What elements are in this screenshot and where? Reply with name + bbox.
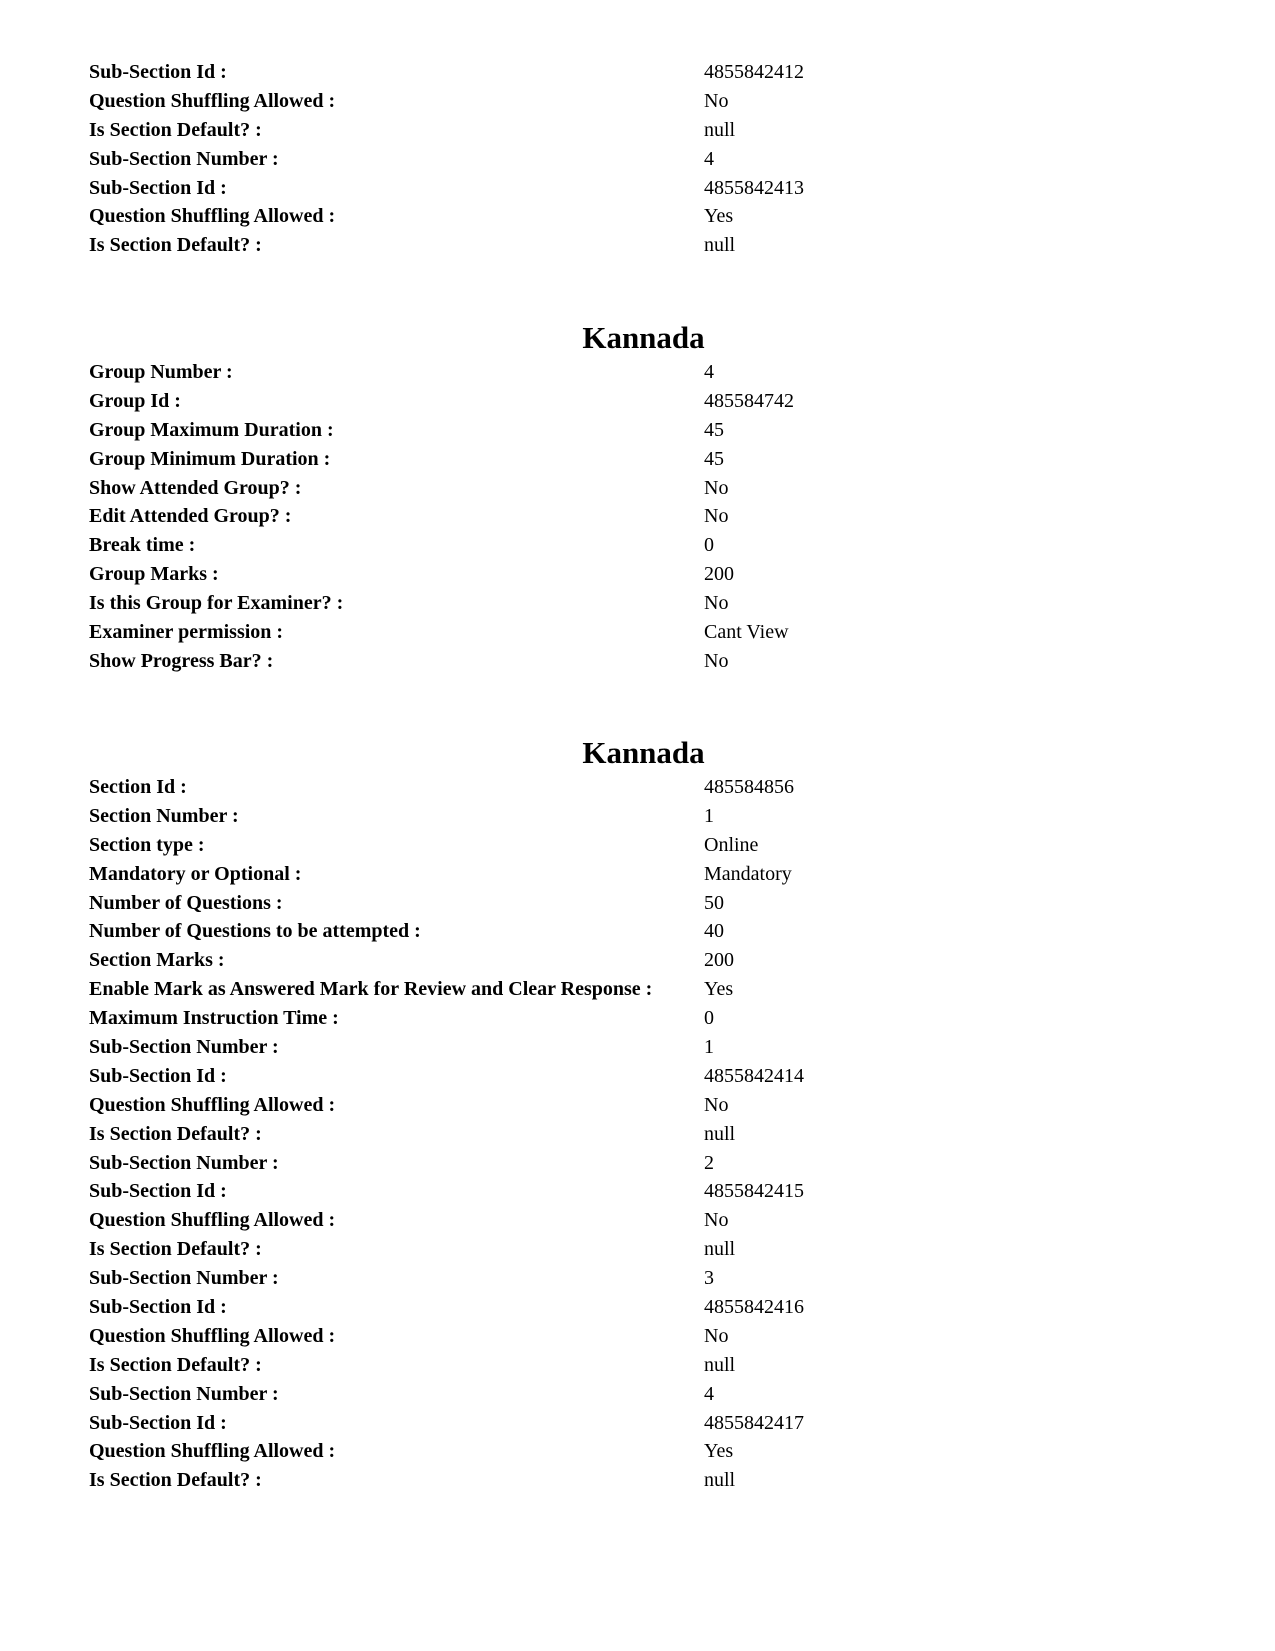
field-row [0,231,1275,260]
field-label: Enable Mark as Answered Mark for Review and Clear Response : [89,978,653,1001]
field-label: Group Id : [89,389,181,412]
field-row [0,1351,1275,1380]
field-row [0,647,1275,676]
field-row [0,1004,1275,1033]
field-value: 4 [704,1382,714,1405]
field-row [0,917,1275,946]
field-label: Question Shuffling Allowed : [89,205,336,228]
field-row [0,1466,1275,1495]
field-label: Sub-Section Id : [89,176,227,199]
field-label: Section type : [89,833,205,856]
field-label: Is this Group for Examiner? : [89,592,344,615]
field-row [0,860,1275,889]
field-label: Sub-Section Id : [89,61,227,83]
field-value: 4 [704,147,714,170]
field-row [0,1264,1275,1293]
field-label: Is Section Default? : [89,1353,262,1376]
field-row [0,116,1275,145]
field-label: Question Shuffling Allowed : [89,1209,336,1232]
field-value: 4 [704,361,714,383]
field-value: Yes [704,1440,734,1463]
field-label: Section Marks : [89,949,225,972]
field-label: Sub-Section Number : [89,1382,279,1405]
field-label: Is Section Default? : [89,1122,262,1145]
field-value: null [704,118,736,141]
subsection-list-top [0,58,1275,260]
field-label: Mandatory or Optional : [89,862,302,885]
section-heading: Kannada [582,735,705,770]
field-row [0,1322,1275,1351]
field-row [0,1409,1275,1438]
field-row [0,831,1275,860]
field-value: 200 [704,563,734,586]
field-row [0,773,1275,802]
field-value: 4855842415 [704,1180,804,1203]
field-value: No [704,505,729,528]
field-label: Break time : [89,534,196,557]
field-value: 4855842416 [704,1296,804,1319]
field-value: Yes [704,205,734,228]
field-value: 0 [704,1007,714,1030]
field-row [0,416,1275,445]
field-row [0,560,1275,589]
field-label: Number of Questions : [89,891,283,914]
field-label: Is Section Default? : [89,1469,262,1492]
field-row [0,174,1275,203]
field-value: null [704,1238,736,1261]
field-label: Question Shuffling Allowed : [89,89,336,112]
field-row [0,589,1275,618]
field-value: 1 [704,1036,714,1059]
field-value: 1 [704,804,714,827]
field-value: No [704,476,729,499]
field-row [0,618,1275,647]
field-value: No [704,1093,729,1116]
field-row [0,802,1275,831]
field-row [0,946,1275,975]
field-value: 4855842413 [704,176,804,199]
field-label: Question Shuffling Allowed : [89,1324,336,1347]
group-heading: Kannada [582,320,705,355]
field-value: No [704,649,729,672]
field-value: 45 [704,447,724,470]
field-label: Show Attended Group? : [89,476,302,499]
field-row [0,58,1275,87]
field-label: Sub-Section Number : [89,147,279,170]
field-label: Group Number : [89,361,233,383]
field-row [0,1437,1275,1466]
field-row [0,1235,1275,1264]
field-value: null [704,1122,736,1145]
field-value: 200 [704,949,734,972]
field-value: null [704,1469,736,1492]
field-row [0,1206,1275,1235]
field-label: Sub-Section Id : [89,1064,227,1087]
field-label: Maximum Instruction Time : [89,1007,339,1030]
field-row [0,531,1275,560]
field-label: Edit Attended Group? : [89,505,292,528]
field-value: 485584856 [704,776,794,798]
field-label: Section Id : [89,776,187,798]
field-row [0,1380,1275,1409]
section-details [0,773,1275,1495]
field-value: Cant View [704,621,789,644]
field-row [0,1177,1275,1206]
field-label: Sub-Section Number : [89,1151,279,1174]
field-label: Show Progress Bar? : [89,649,274,672]
field-label: Is Section Default? : [89,118,262,141]
field-row [0,445,1275,474]
field-row [0,1033,1275,1062]
field-value: 50 [704,891,724,914]
field-value: 485584742 [704,389,794,412]
field-value: 2 [704,1151,714,1174]
field-row [0,145,1275,174]
field-value: null [704,1353,736,1376]
field-row [0,1293,1275,1322]
field-label: Group Marks : [89,563,219,586]
field-value: No [704,1324,729,1347]
field-label: Sub-Section Number : [89,1267,279,1290]
field-row [0,1120,1275,1149]
field-value: No [704,1209,729,1232]
field-row [0,889,1275,918]
field-value: null [704,234,736,257]
field-label: Is Section Default? : [89,1238,262,1261]
field-label: Sub-Section Id : [89,1296,227,1319]
field-value: 4855842412 [704,61,804,83]
field-label: Is Section Default? : [89,234,262,257]
field-value: 40 [704,920,724,943]
field-row [0,474,1275,503]
field-label: Sub-Section Id : [89,1180,227,1203]
field-label: Sub-Section Number : [89,1036,279,1059]
field-value: 0 [704,534,714,557]
field-label: Group Maximum Duration : [89,418,334,441]
field-value: 3 [704,1267,714,1290]
field-value: No [704,592,729,615]
field-row [0,1149,1275,1178]
field-row [0,502,1275,531]
field-value: 45 [704,418,724,441]
field-label: Section Number : [89,804,239,827]
field-row [0,358,1275,387]
field-label: Question Shuffling Allowed : [89,1093,336,1116]
field-row [0,1062,1275,1091]
field-row [0,975,1275,1004]
field-value: 4855842414 [704,1064,804,1087]
field-row [0,1091,1275,1120]
field-label: Group Minimum Duration : [89,447,331,470]
group-details [0,358,1275,676]
field-row [0,87,1275,116]
field-value: Yes [704,978,734,1001]
field-label: Sub-Section Id : [89,1411,227,1434]
field-label: Number of Questions to be attempted : [89,920,421,943]
field-label: Question Shuffling Allowed : [89,1440,336,1463]
field-value: No [704,89,729,112]
field-value: Online [704,833,759,856]
field-label: Examiner permission : [89,621,284,644]
field-row [0,202,1275,231]
field-value: Mandatory [704,862,792,885]
field-row [0,387,1275,416]
field-value: 4855842417 [704,1411,804,1434]
